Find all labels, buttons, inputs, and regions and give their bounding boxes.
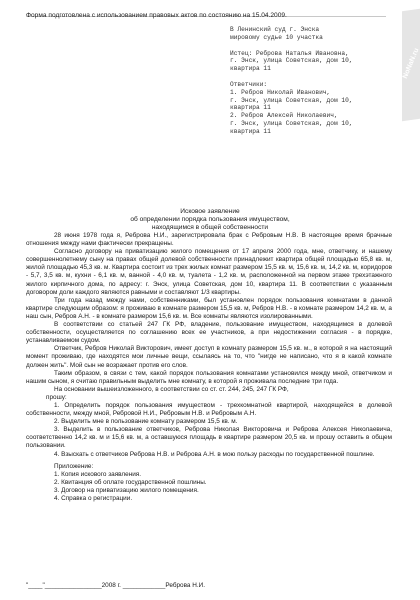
body-paragraph: Три года назад между нами, собственниками, был установлен порядок пользования комнатами в данной квартире следующим образом: я проживаю в комнате размером 15,5 кв. м, Ребров Н.В. - в комнате размером 14,2 кв. м, а наш сын, Ребров А.Н. - в комнате размером 15,6 кв. м. Все комнаты являются изолированными. [26, 296, 392, 320]
document-body [26, 232, 392, 503]
defendant2-line: г. Энск, улица Советская, дом 10, [230, 119, 353, 127]
plaintiff-line: Истец: Реброва Наталья Ивановна, [230, 49, 349, 57]
defendants-label: Ответчики: [230, 80, 268, 88]
body-paragraph: 28 июня 1978 года я, Реброва Н.И., зарегистрировала брак с Ребровым Н.В. В настоящее время брачные отношения между нами фактически прекращены. [26, 232, 392, 248]
attachments-label: Приложение: [54, 462, 94, 470]
plaintiff-line: квартира 11 [230, 65, 271, 73]
addressee-block [230, 26, 405, 136]
plaintiff-line: г. Энск, улица Советская, дом 10, [230, 57, 353, 65]
request-item: 1. Определить порядок пользования имуществом - трехкомнатной квартирой, находящейся в долевой собственности, между мной, Ребровой Н.И., Ребровым Н.В. и Ребровым А.Н. [26, 401, 392, 418]
defendant2-line: 2. Ребров Алексей Николаевич, [230, 112, 338, 120]
attachment-item: 4. Справка о регистрации. [54, 495, 133, 502]
title-line: находящимся в общей собственности [151, 224, 269, 232]
body-paragraph: Таким образом, в связи с тем, какой порядок пользования комнатами установился между мной, ответчиком и нашим сыном, я считаю правильным выделить мне комнату, в которой я проживала последние три года. [26, 369, 392, 385]
body-paragraph: На основании вышеизложенного, в соответствии со ст. ст. 244, 245, 247 ГК РФ, [54, 385, 289, 393]
attachment-item: 1. Копия искового заявления. [54, 470, 142, 478]
header-note-bar [26, 4, 386, 17]
request-item: 3. Выделить в пользование ответчиков, Реброва Николая Викторовича и Реброва Алексея Николаевича, соответственно 14,2 кв. м и 15,6 кв. м, а оставшуюся площадь в квартире размером 20,5 кв. м прошу оставить в общем пользовании. [26, 426, 392, 450]
title-line: Исковое заявление [180, 208, 240, 215]
signature-line: "____"________________2008 г. ____________Реброва Н.И. [26, 582, 206, 589]
watermark-text: NoNaN.ru [401, 47, 420, 80]
defendant2-line: квартира 11 [230, 127, 271, 135]
attachment-item: 3. Договор на приватизацию жилого помещения. [54, 486, 199, 494]
body-paragraph: В соответствии со статьей 247 ГК РФ, владение, пользование имуществом, находящимся в долевой собственности, осуществляется по соглашению всех ее участников, а при недостижении согласия - в порядке, устанавливаемом судом. [26, 321, 392, 345]
title-line: об определении порядка пользования имуществом, [130, 216, 290, 224]
defendant1-line: 1. Ребров Николай Иванович, [230, 88, 331, 96]
court-line: В Ленинский суд г. Энска [230, 26, 320, 33]
request-item: 4. Взыскать с ответчиков Реброва Н.В. и Реброва А.Н. в мою пользу расходы по государственной пошлине. [54, 450, 375, 458]
request-label: прошу: [46, 393, 67, 401]
court-line: мировому судье 10 участка [230, 33, 323, 41]
attachment-item: 2. Квитанция об оплате государственной пошлины. [54, 478, 207, 486]
defendant1-line: г. Энск, улица Советская, дом 10, [230, 96, 353, 104]
body-paragraph: Ответчик, Ребров Николай Викторович, имеет доступ в комнату размером 15,5 кв. м., в которой я на настоящий момент проживаю, где находятся мои личные вещи, ссылаясь на то, что "нигде не написано, что я в какой комнате должен жить". Мой сын не возражает против его слов. [26, 345, 392, 369]
header-note: Форма подготовлена с использованием правовых актов по состоянию на 15.04.2009. [26, 12, 287, 19]
defendant1-line: квартира 11 [230, 104, 271, 112]
request-item: 2. Выделить мне в пользование комнату размером 15,5 кв. м. [54, 418, 238, 426]
body-paragraph: Согласно договору на приватизацию жилого помещения от 17 апреля 2000 года, мне, ответчику, и нашему совершеннолетнему сыну на правах общей долевой собственности принадлежит квартира общей площадью 65,8 кв. м, жилой площадью 45,3 кв. м. Квартира состоит из трех жилых комнат размером 15,5 кв. м, 15,6 кв. м, 14,2 кв. м, коридоров - 5,7, 3,5 кв. м, кухни - 6,1 кв. м, ванной - 4,0 кв. м, туалета - 1,2 кв. м, расположенной на первом этаже трехэтажного жилого кирпичного дома, по адресу: г. Энск, улица Советская, дом 10, квартира 11. В соответствии с указанным договором доли каждого являются равными и составляют 1/3 квартиры. [26, 248, 392, 296]
document-title [0, 208, 420, 233]
